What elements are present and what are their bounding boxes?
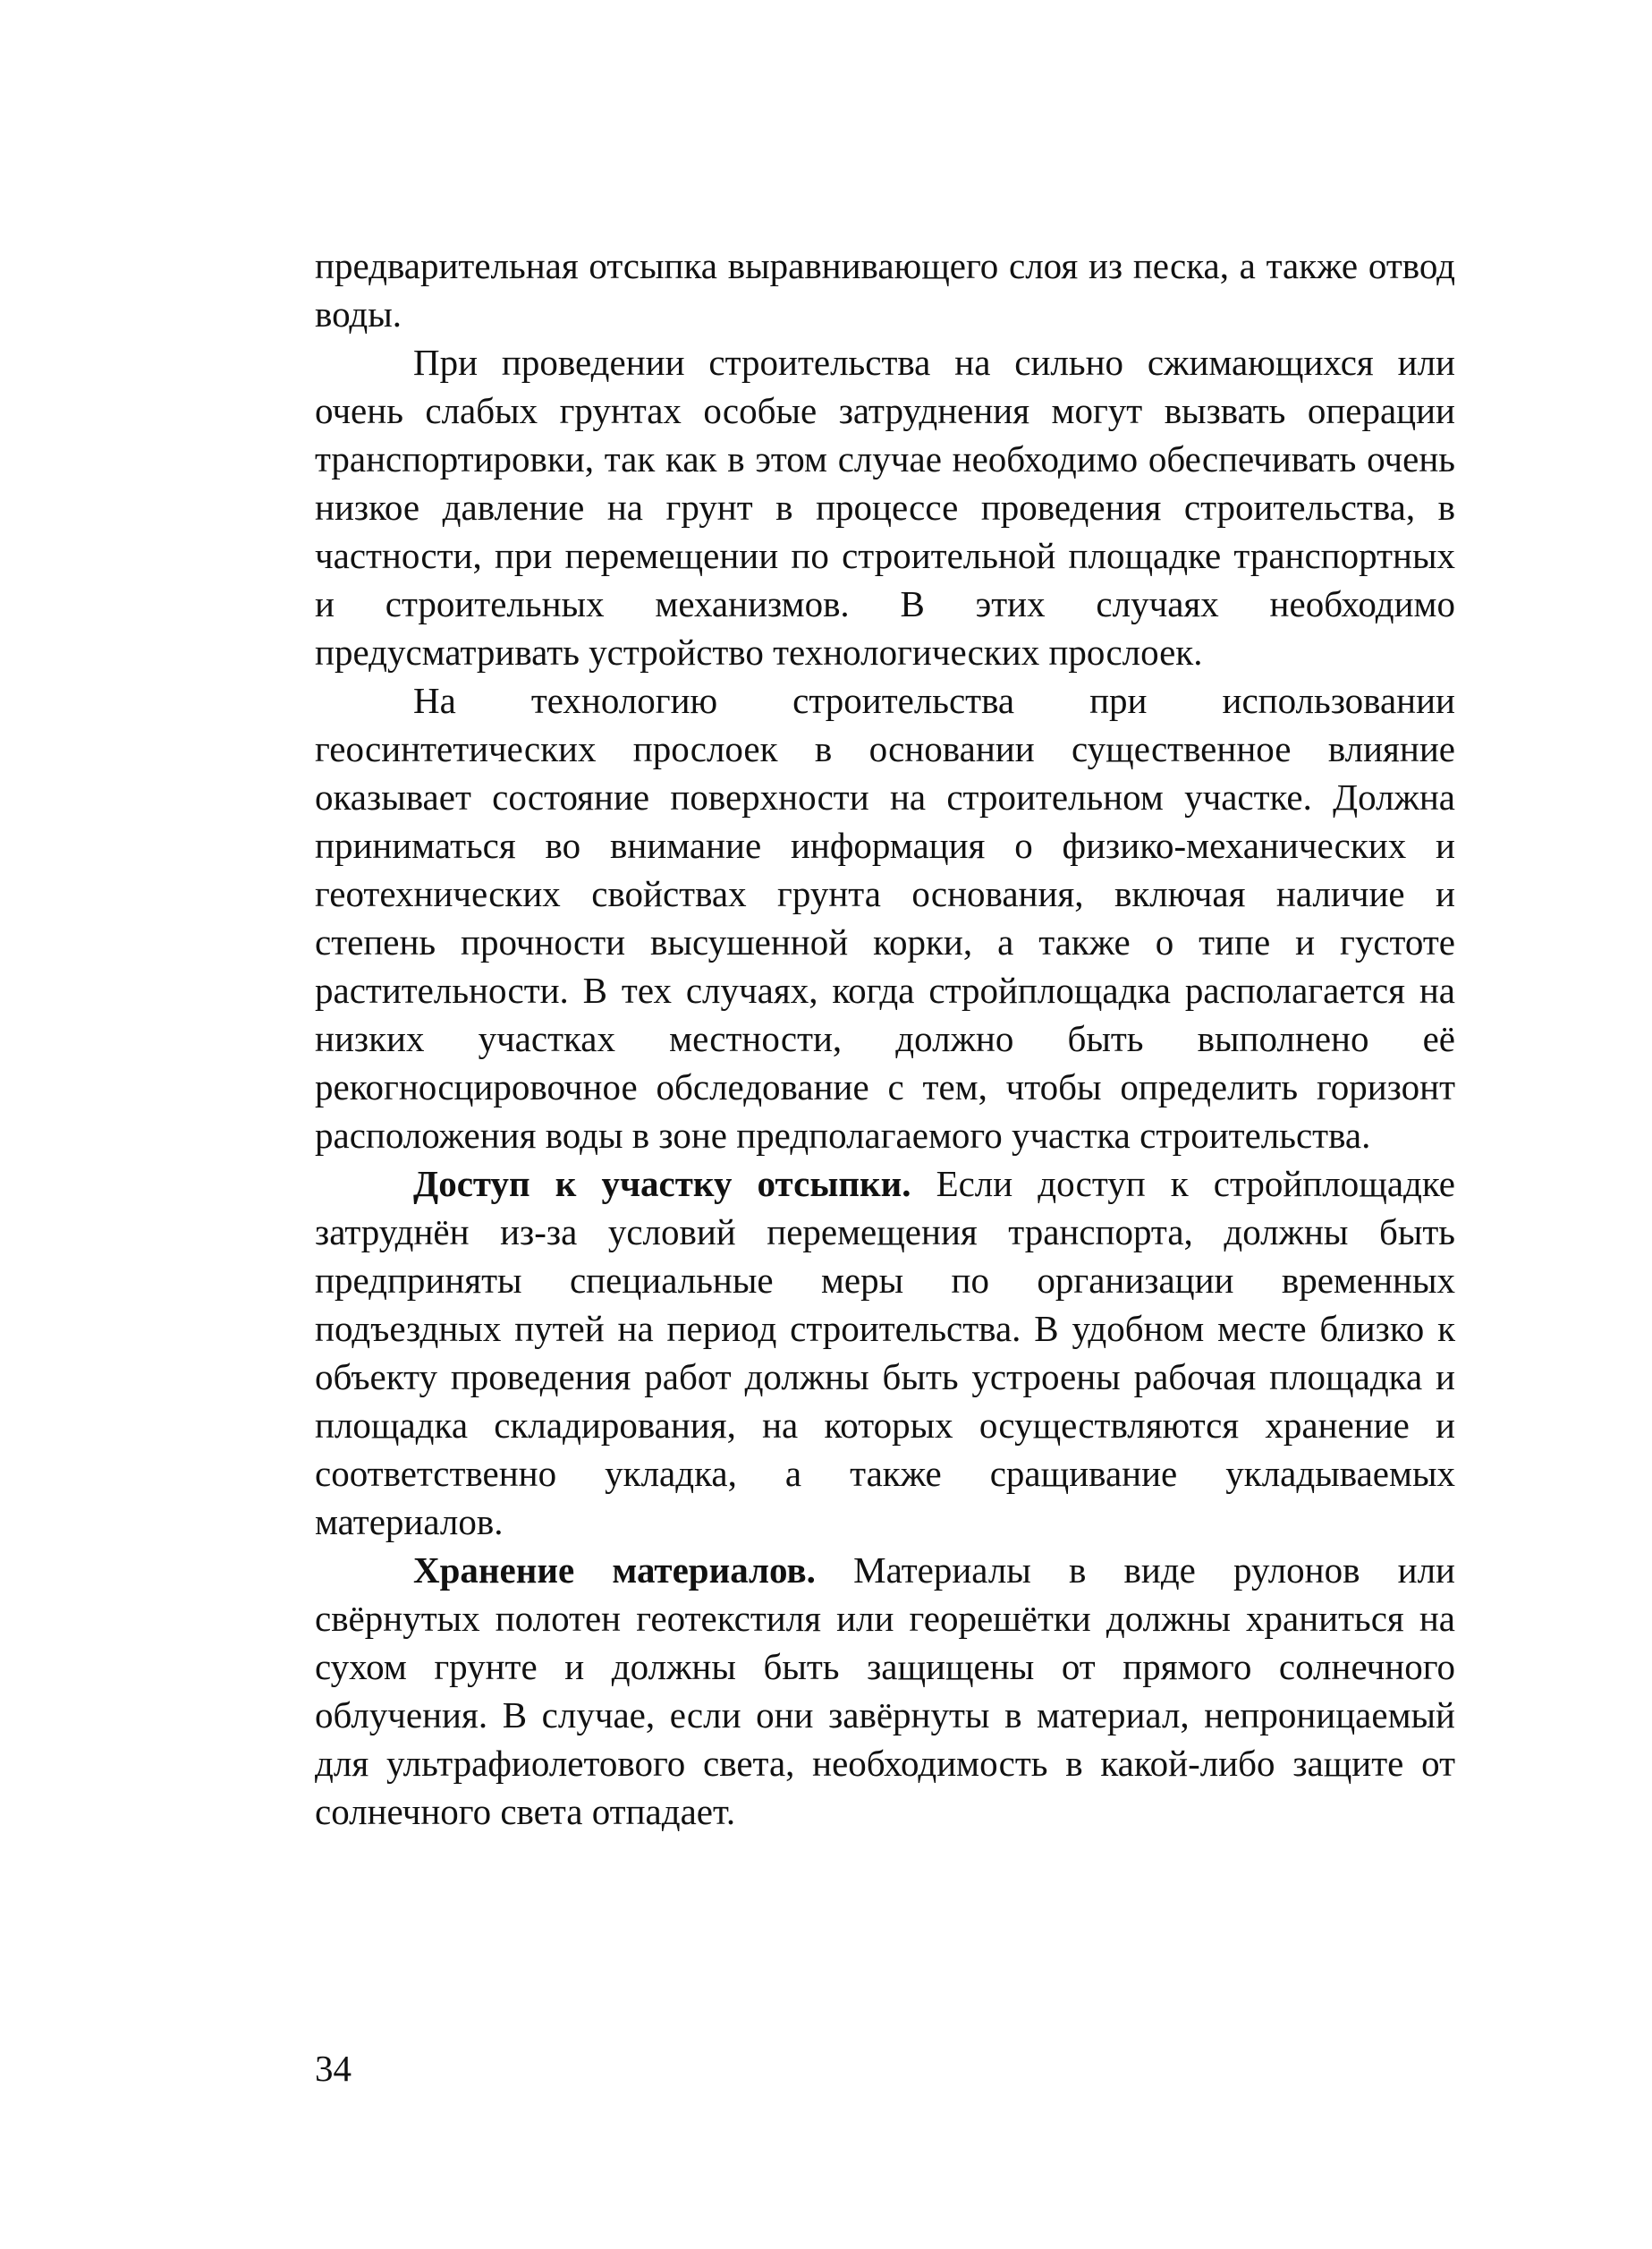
paragraph-4 xyxy=(315,1159,1455,1546)
paragraph-2 xyxy=(315,338,1455,676)
page-number: 34 xyxy=(315,2048,352,2089)
paragraph-5-heading: Хранение материалов. xyxy=(413,1549,816,1591)
paragraph-1 xyxy=(315,242,1455,338)
paragraph-4-text: Если доступ к стройплощадке затруднён из-за условий перемещения транспорта, должны быть предприняты специальные меры по организации временных подъездных путей на период строительства. В удобном месте близко к объекту проведения работ должны быть устроены рабочая площадка и площадка складирования, на которых осуществляются хранение и соответственно укладка, а также сращивание укладываемых материалов. xyxy=(315,1163,1455,1542)
body-text xyxy=(315,242,1455,1836)
paragraph-4-heading: Доступ к участку отсыпки. xyxy=(413,1163,911,1204)
paragraph-2-text: При проведении строительства на сильно сжимающихся или очень слабых грунтах особые затруднения могут вызвать операции транспортировки, так как в этом случае необходимо обеспечивать очень низкое давление на грунт в процессе проведения строительства, в частности, при перемещении по строительной площадке транспортных и строительных механизмов. В этих случаях необходимо предусматривать устройство технологических прослоек. xyxy=(315,342,1455,673)
paragraph-1-text: предварительная отсыпка выравнивающего слоя из песка, а также отвод воды. xyxy=(315,245,1455,335)
paragraph-5-text: Материалы в виде рулонов или свёрнутых полотен геотекстиля или георешётки должны храниться на сухом грунте и должны быть защищены от прямого солнечного облучения. В случае, если они завёрнуты в материал, непроницаемый для ультрафиолетового света, необходимость в какой-либо защите от солнечного света отпадает. xyxy=(315,1549,1455,1832)
paragraph-5 xyxy=(315,1546,1455,1836)
paragraph-3 xyxy=(315,676,1455,1159)
paragraph-3-text: На технологию строительства при использовании геосинтетических прослоек в основании существенное влияние оказывает состояние поверхности на строительном участке. Должна приниматься во внимание информация о физико-механических и геотехнических свойствах грунта основания, включая наличие и степень прочности высушенной корки, а также о типе и густоте растительности. В тех случаях, когда стройплощадка располагается на низких участках местности, должно быть выполнено её рекогносцировочное обследование с тем, чтобы определить горизонт расположения воды в зоне предполагаемого участка строительства. xyxy=(315,680,1455,1156)
